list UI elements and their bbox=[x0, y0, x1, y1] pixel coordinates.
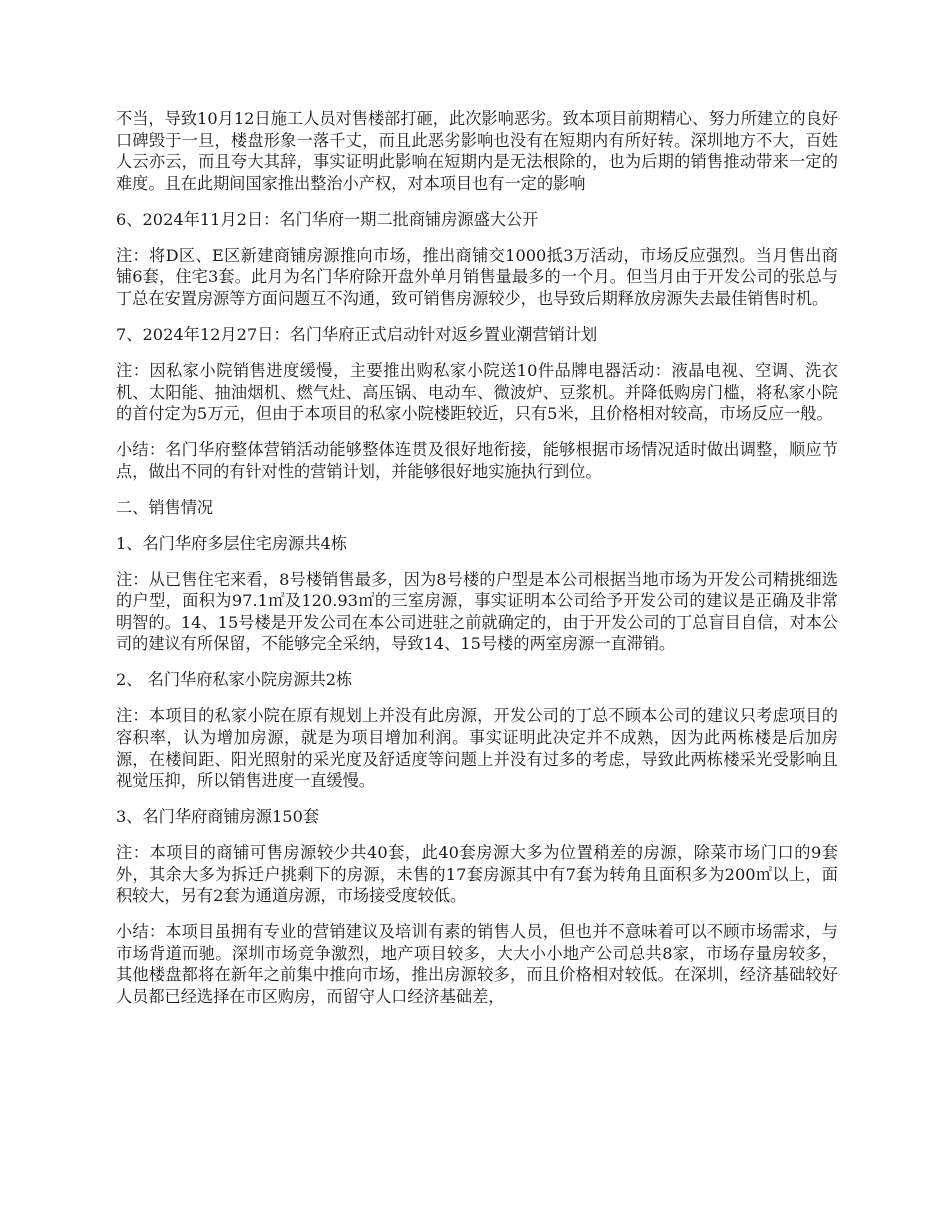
sales-heading-3: 3、名门华府商铺房源150套 bbox=[116, 807, 320, 827]
summary-marketing: 小结：名门华府整体营销活动能够整体连贯及很好地衔接，能够根据市场情况适时做出调整，顺应节点，做出不同的有针对性的营销计划，并能够很好地实施执行到位。 bbox=[116, 440, 838, 481]
note-sales-1: 注：从已售住宅来看，8号楼销售最多，因为8号楼的户型是本公司根据当地市场为开发公司精挑细选的户型，面积为97.1㎡及120.93㎡的三室房源，事实证明本公司给予开发公司的建议是正确及非常明智的。14、15号楼是开发公司在本公司进驻之前就确定的，由于开发公司的丁总盲目自信，对本公司的建议有所保留，不能够完全采纳，导致14、15号楼的两室房源一直滞销。 bbox=[116, 569, 838, 654]
item-heading-7: 7、2024年12月27日：名门华府正式启动针对返乡置业潮营销计划 bbox=[116, 324, 598, 344]
note-item-7: 注：因私家小院销售进度缓慢，主要推出购私家小院送10件品牌电器活动：液晶电视、空调、洗衣机、太阳能、抽油烟机、燃气灶、高压锅、电动车、微波炉、豆浆机。并降低购房门槛，将私家小院的首付定为5万元，但由于本项目的私家小院楼距较近，只有5米，且价格相对较高，市场反应一般。 bbox=[116, 360, 838, 424]
item-heading-6: 6、2024年11月2日：名门华府一期二批商铺房源盛大公开 bbox=[116, 209, 539, 229]
note-sales-3: 注：本项目的商铺可售房源较少共40套，此40套房源大多为位置稍差的房源，除菜市场门口的9套外，其余大多为拆迁户挑剩下的房源，未售的17套房源其中有7套为转角且面积多为200㎡以上，面积较大，另有2套为通道房源，市场接受度较低。 bbox=[116, 843, 838, 906]
section-heading-sales: 二、销售情况 bbox=[116, 497, 214, 517]
note-item-6: 注：将D区、E区新建商铺房源推向市场，推出商铺交1000抵3万活动，市场反应强烈。当月售出商铺6套，住宅3套。此月为名门华府除开盘外单月销售量最多的一个月。但当月由于开发公司的张总与丁总在安置房源等方面问题互不沟通，致可销售房源较少，也导致后期释放房源失去最佳销售时机。 bbox=[116, 245, 838, 308]
note-sales-2: 注：本项目的私家小院在原有规划上并没有此房源，开发公司的丁总不顾本公司的建议只考虑项目的容积率，认为增加房源，就是为项目增加利润。事实证明此决定并不成熟，因为此两栋楼是后加房源，在楼间距、阳光照射的采光度及舒适度等问题上并没有过多的考虑，导致此两栋楼采光受影响且视觉压抑，所以销售进度一直缓慢。 bbox=[116, 706, 838, 791]
paragraph-opening: 不当，导致10月12日施工人员对售楼部打砸，此次影响恶劣。致本项目前期精心、努力所建立的良好口碑毁于一旦，楼盘形象一落千丈，而且此恶劣影响也没有在短期内有所好转。深圳地方不大，百姓人云亦云，而且夸大其辞，事实证明此影响在短期内是无法根除的，也为后期的销售推动带来一定的难度。且在此期间国家推出整治小产权，对本项目也有一定的影响 bbox=[116, 109, 838, 193]
sales-heading-2: 2、 名门华府私家小院房源共2栋 bbox=[116, 670, 353, 690]
summary-sales: 小结：本项目虽拥有专业的营销建议及培训有素的销售人员，但也并不意味着可以不顾市场需求，与市场背道而驰。深圳市场竞争激烈，地产项目较多，大大小小地产公司总共8家，市场存量房较多，其他楼盘都将在新年之前集中推向市场，推出房源较多，而且价格相对较低。在深圳，经济基础较好人员都已经选择在市区购房，而留守人口经济基础差， bbox=[116, 922, 838, 1007]
sales-heading-1: 1、名门华府多层住宅房源共4栋 bbox=[116, 533, 348, 553]
